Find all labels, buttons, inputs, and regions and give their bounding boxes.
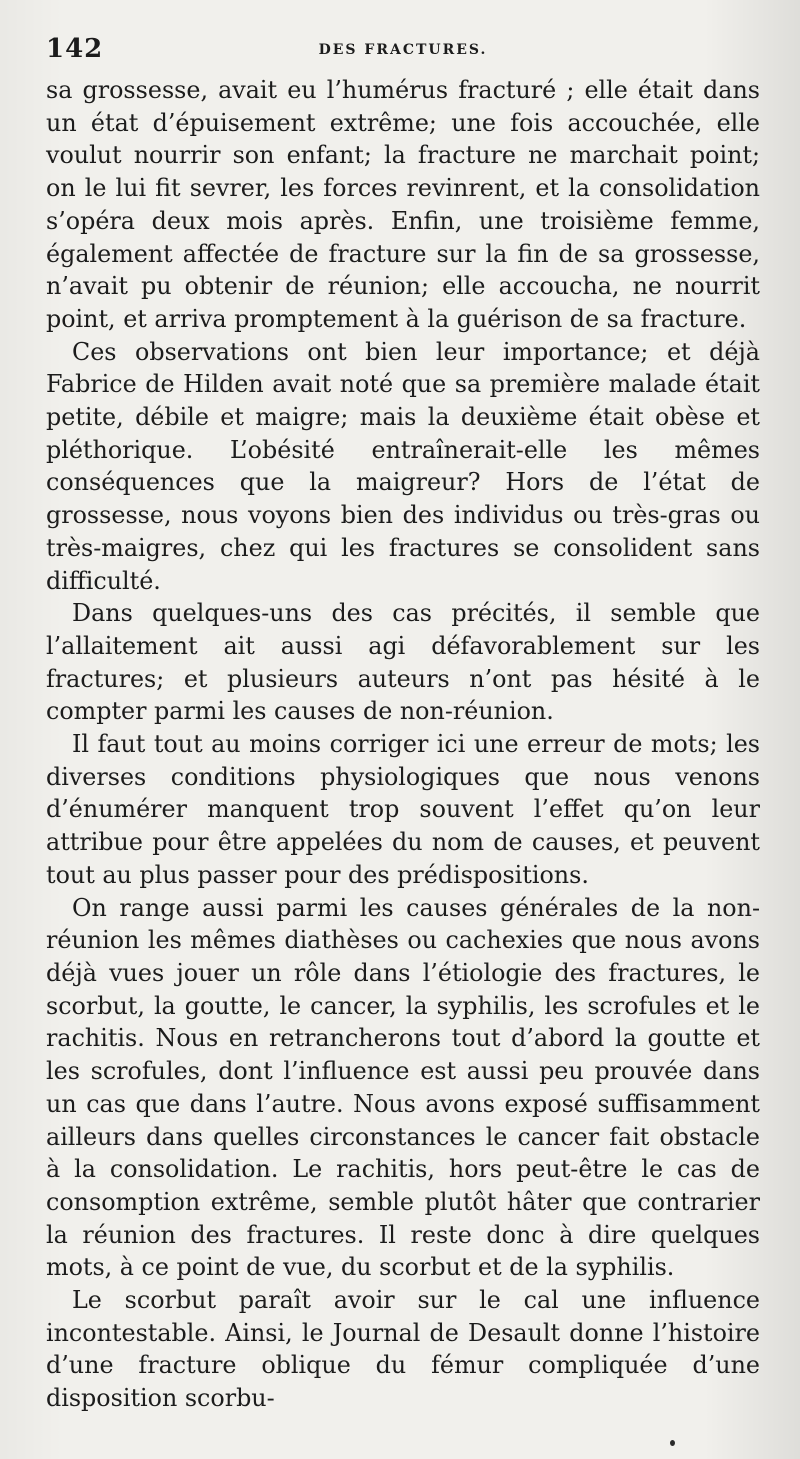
paragraph: Dans quelques-uns des cas précités, il semble que l’allaitement ait aussi agi défavorablement sur les fractures; et plusieurs auteurs n’ont pas hésité à le compter parmi les causes de non-réunion. — [46, 599, 760, 726]
body-text — [46, 74, 760, 1415]
paragraph: Le scorbut paraît avoir sur le cal une influence incontestable. Ainsi, le Journal de Desault donne l’histoire d’une fracture oblique du fémur compliquée d’une disposition scorbu- — [46, 1286, 760, 1413]
paragraph: Il faut tout au moins corriger ici une erreur de mots; les diverses conditions physiologiques que nous venons d’énumérer manquent trop souvent l’effet qu’on leur attribue pour être appelées du nom de causes, et peuvent tout au plus passer pour des prédispositions. — [46, 730, 760, 889]
page-number: 142 — [46, 34, 104, 64]
paragraph: On range aussi parmi les causes générales de la non-réunion les mêmes diathèses ou cachexies que nous avons déjà vues jouer un rôle dans l’étiologie des fractures, le scorbut, la goutte, le cancer, la syphilis, les scrofules et le rachitis. Nous en retrancherons tout d’abord la goutte et les scrofules, dont l’influence est aussi peu prouvée dans un cas que dans l’autre. Nous avons exposé suffisamment ailleurs dans quelles circonstances le cancer fait obstacle à la consolidation. Le rachitis, hors peut-être le cas de consomption extrême, semble plutôt hâter que contrarier la réunion des fractures. Il reste donc à dire quelques mots, à ce point de vue, du scorbut et de la syphilis. — [46, 893, 760, 1282]
paragraph: Ces observations ont bien leur importance; et déjà Fabrice de Hilden avait noté que sa première malade était petite, débile et maigre; mais la deuxième était obèse et pléthorique. L’obésité entraînerait-elle les mêmes conséquences que la maigreur? Hors de l’état de grossesse, nous voyons bien des individus ou très-gras ou très-maigres, chez qui les fractures se consolident sans difficulté. — [46, 337, 760, 595]
page-header — [46, 34, 760, 74]
paragraph: sa grossesse, avait eu l’humérus fracturé ; elle était dans un état d’épuisement extrême; une fois accouchée, elle voulut nourrir son enfant; la fracture ne marchait point; on le lui fit sevrer, les forces revinrent, et la consolidation s’opéra deux mois après. Enfin, une troisième femme, également affectée de fracture sur la fin de sa grossesse, n’avait pu obtenir de réunion; elle accoucha, ne nourrit point, et arriva promptement à la guérison de sa fracture. — [46, 76, 760, 333]
ink-speck — [670, 1440, 675, 1446]
running-head: DES FRACTURES. — [318, 42, 488, 58]
